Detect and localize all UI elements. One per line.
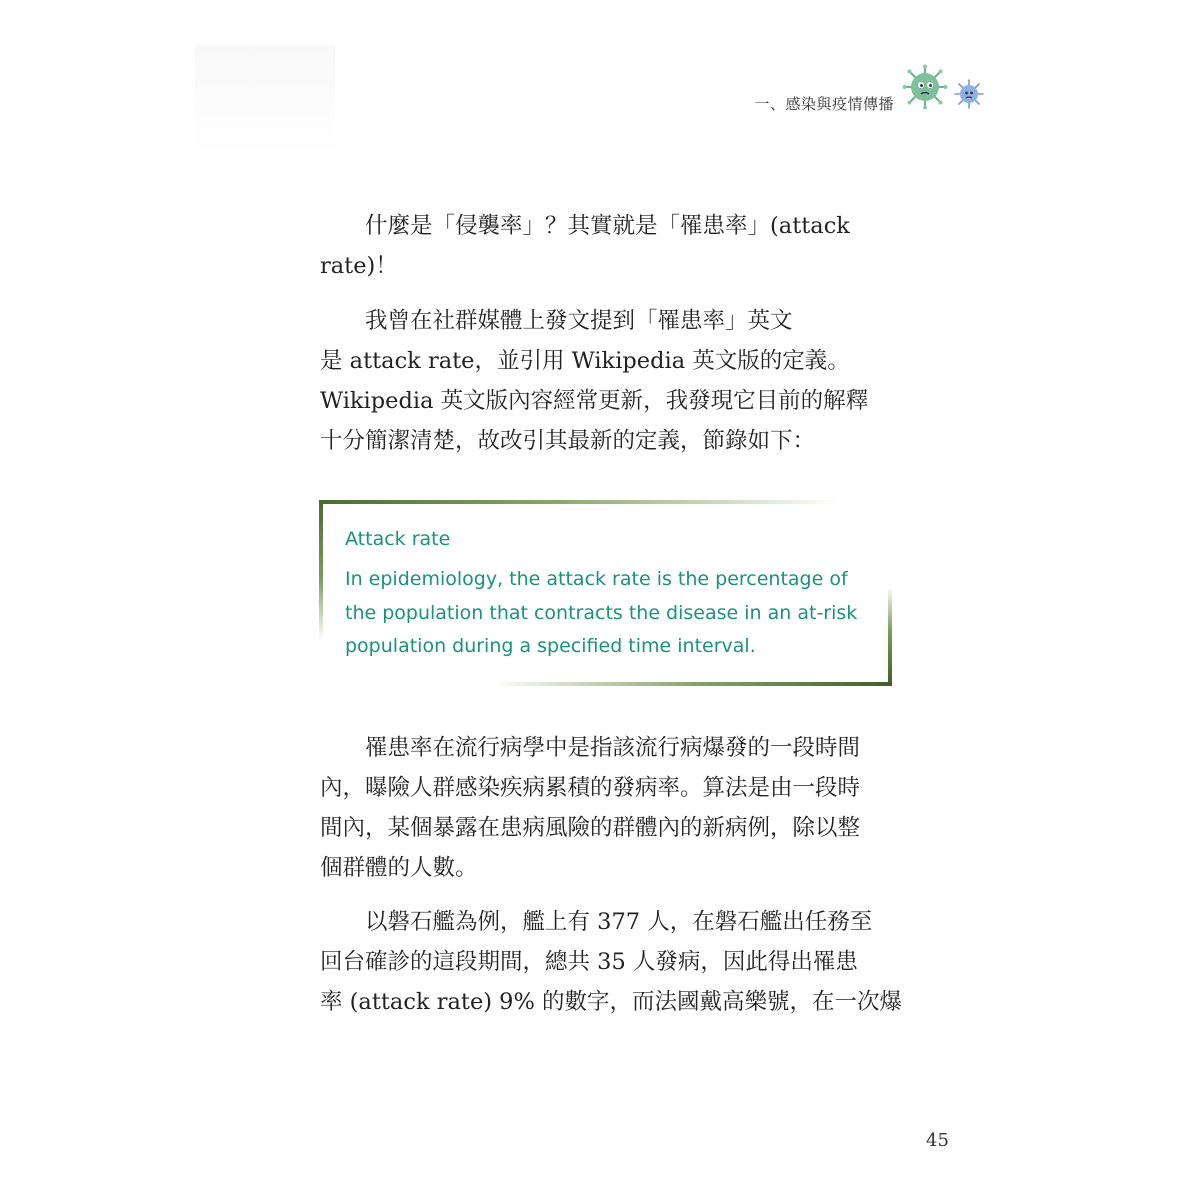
definition-quote-box [319,500,892,686]
body-paragraph [320,728,892,888]
text-line: 十分簡潔清楚，故改引其最新的定義，節錄如下： [320,428,816,454]
quote-text [345,523,875,664]
quote-border-right [888,586,892,686]
text-line: 個群體的人數。 [320,855,478,881]
text-line: 罹患率在流行病學中是指該流行病爆發的一段時間 [320,735,861,761]
page-number: 45 [926,1130,949,1151]
text-line: 回台確診的這段期間，總共 35 人發病，因此得出罹患 [320,949,858,975]
body-paragraph [320,902,903,1022]
text-line: 是 attack rate，並引用 Wikipedia 英文版的定義。 [320,348,850,374]
virus-icon [902,64,948,110]
body-paragraph [320,301,892,461]
virus-icon [954,79,984,109]
text-line: 內，曝險人群感染疾病累積的發病率。算法是由一段時 [320,775,861,801]
text-line: 率 (attack rate) 9% 的數字，而法國戴高樂號，在一次爆 [320,989,903,1015]
quote-border-left [319,500,323,640]
text-line: 間內，某個暴露在患病風險的群體內的新病例，除以整 [320,815,861,841]
quote-line: In epidemiology, the attack rate is the percentage of [345,568,848,590]
text-line: 我曾在社群媒體上發文提到「罹患率」英文 [320,308,793,334]
text-line: 什麼是「侵襲率」？其實就是「罹患率」(attack [320,213,850,239]
quote-border-bottom [492,682,892,686]
text-line: 以磐石艦為例，艦上有 377 人，在磐石艦出任務至 [320,909,873,935]
quote-line: population during a specified time interval. [345,635,756,657]
text-line: rate)！ [320,253,398,279]
quote-border-top [319,500,839,504]
text-line: Wikipedia 英文版內容經常更新，我發現它目前的解釋 [320,388,869,414]
quote-line: the population that contracts the disease in an at-risk [345,601,858,624]
quote-title: Attack rate [345,528,451,550]
running-header: 一、感染與疫情傳播 [754,95,894,113]
body-paragraph [320,206,892,286]
page-shadow [195,45,335,155]
